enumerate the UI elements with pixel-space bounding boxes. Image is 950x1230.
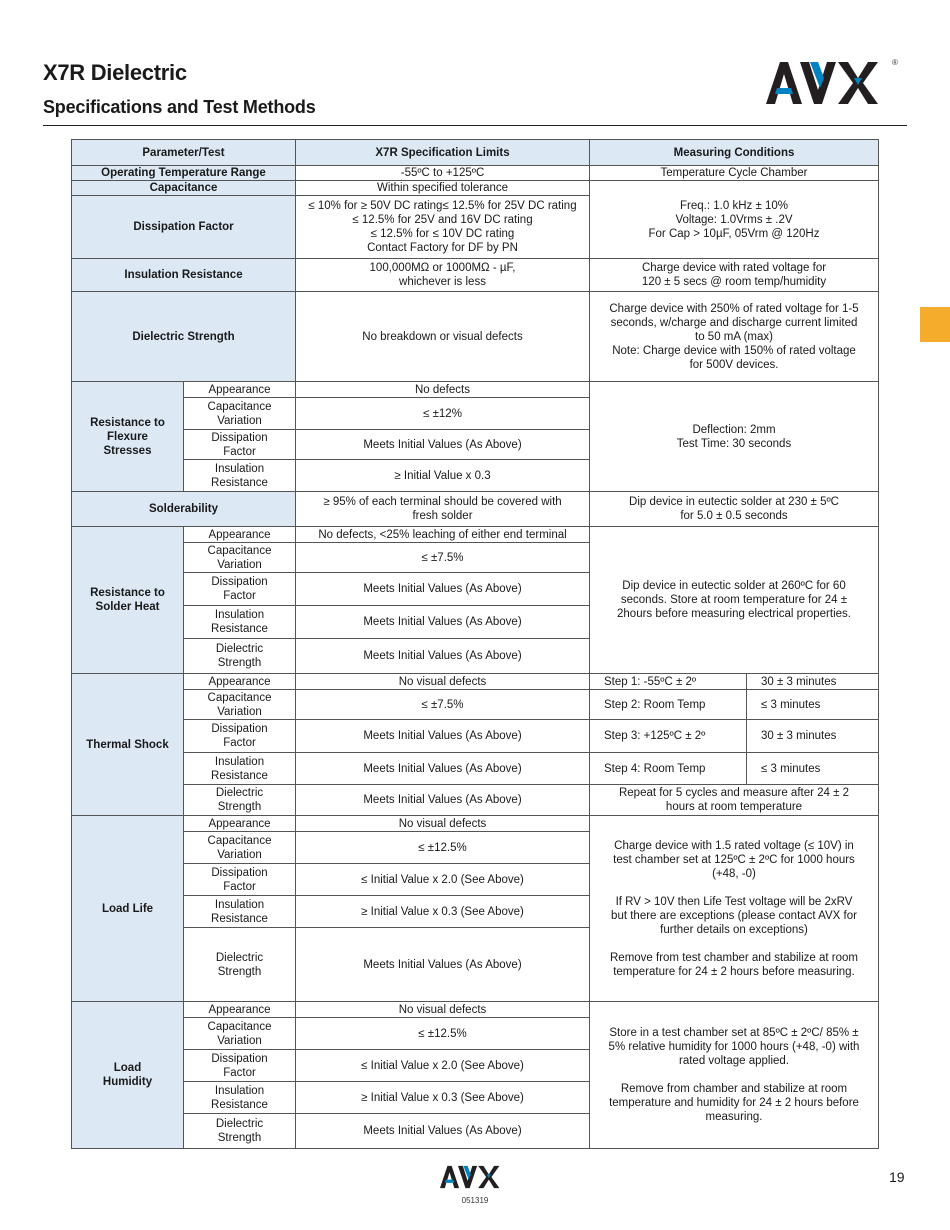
- header-spec-limits: X7R Specification Limits: [296, 140, 590, 166]
- thermal-step-cell: Step 1: -55ºC ± 2º: [590, 674, 747, 690]
- table-row: [72, 720, 879, 753]
- subparam-cell: Dielectric Strength: [184, 785, 296, 816]
- spec-cell: Meets Initial Values (As Above): [296, 1114, 590, 1149]
- condition-cell: Charge device with rated voltage for 120 ± 5 secs @ room temp/humidity: [590, 259, 879, 292]
- spec-cell: Within specified tolerance: [296, 181, 590, 196]
- spec-cell: Meets Initial Values (As Above): [296, 573, 590, 606]
- param-group-cell: Thermal Shock: [72, 674, 184, 816]
- param-group-cell: Load Humidity: [72, 1002, 184, 1149]
- spec-cell: ≤ ±12.5%: [296, 832, 590, 864]
- condition-cell: Repeat for 5 cycles and measure after 24 ± 2 hours at room temperature: [590, 785, 879, 816]
- table-row: [72, 181, 879, 196]
- spec-cell: No visual defects: [296, 674, 590, 690]
- subparam-cell: Insulation Resistance: [184, 1082, 296, 1114]
- param-cell: Operating Temperature Range: [72, 166, 296, 181]
- table-row: [72, 816, 879, 832]
- subparam-cell: Dielectric Strength: [184, 639, 296, 674]
- header-rule: [43, 125, 907, 126]
- document-code: 051319: [461, 1196, 489, 1205]
- subparam-cell: Appearance: [184, 382, 296, 398]
- param-cell: Capacitance: [72, 181, 296, 196]
- condition-cell: Store in a test chamber set at 85ºC ± 2ºC/ 85% ± 5% relative humidity for 1000 hours (+48, -0) with rated voltage applied. Remove from chamber and stabilize at room temperature and humidity for 24 ± 2 hours before measuring.: [590, 1002, 879, 1149]
- spec-cell: -55ºC to +125ºC: [296, 166, 590, 181]
- subparam-cell: Appearance: [184, 674, 296, 690]
- spec-cell: ≥ 95% of each terminal should be covered with fresh solder: [296, 492, 590, 527]
- condition-cell: Temperature Cycle Chamber: [590, 166, 879, 181]
- spec-cell: Meets Initial Values (As Above): [296, 928, 590, 1002]
- param-cell: Solderability: [72, 492, 296, 527]
- thermal-time-cell: 30 ± 3 minutes: [747, 674, 879, 690]
- footer-avx-logo: [440, 1163, 510, 1191]
- subparam-cell: Insulation Resistance: [184, 460, 296, 492]
- table-row: [72, 140, 879, 166]
- table-row: [72, 1002, 879, 1018]
- subparam-cell: Insulation Resistance: [184, 606, 296, 639]
- param-group-cell: Load Life: [72, 816, 184, 1002]
- subparam-cell: Dissipation Factor: [184, 720, 296, 753]
- spec-cell: ≤ ±7.5%: [296, 690, 590, 720]
- subparam-cell: Insulation Resistance: [184, 753, 296, 785]
- registered-mark: ®: [892, 58, 898, 67]
- avx-logo: [766, 58, 898, 108]
- spec-cell: ≥ Initial Value x 0.3 (See Above): [296, 896, 590, 928]
- spec-cell: No visual defects: [296, 1002, 590, 1018]
- table-row: [72, 382, 879, 398]
- spec-cell: Meets Initial Values (As Above): [296, 785, 590, 816]
- spec-cell: ≥ Initial Value x 0.3: [296, 460, 590, 492]
- subparam-cell: Dissipation Factor: [184, 1050, 296, 1082]
- spec-cell: Meets Initial Values (As Above): [296, 720, 590, 753]
- param-cell: Dissipation Factor: [72, 196, 296, 259]
- spec-cell: Meets Initial Values (As Above): [296, 430, 590, 460]
- subparam-cell: Dissipation Factor: [184, 864, 296, 896]
- table-row: [72, 785, 879, 816]
- spec-cell: ≤ ±12.5%: [296, 1018, 590, 1050]
- param-group-cell: Resistance to Solder Heat: [72, 527, 184, 674]
- table-row: [72, 527, 879, 543]
- thermal-step-cell: Step 3: +125ºC ± 2º: [590, 720, 747, 753]
- spec-cell: ≤ Initial Value x 2.0 (See Above): [296, 864, 590, 896]
- condition-cell: Dip device in eutectic solder at 260ºC for 60 seconds. Store at room temperature for 24 ± 2hours before measuring electrical properties.: [590, 527, 879, 674]
- param-group-cell: Resistance to Flexure Stresses: [72, 382, 184, 492]
- condition-cell: Charge device with 250% of rated voltage for 1-5 seconds, w/charge and discharge current limited to 50 mA (max) Note: Charge device with 150% of rated voltage for 500V devices.: [590, 292, 879, 382]
- condition-cell: Freq.: 1.0 kHz ± 10% Voltage: 1.0Vrms ± .2V For Cap > 10µF, 05Vrm @ 120Hz: [590, 181, 879, 259]
- subparam-cell: Dielectric Strength: [184, 1114, 296, 1149]
- subparam-cell: Capacitance Variation: [184, 832, 296, 864]
- condition-cell: Charge device with 1.5 rated voltage (≤ 10V) in test chamber set at 125ºC ± 2ºC for 1000 hours (+48, -0) If RV > 10V then Life Test voltage will be 2xRV but there are exceptions (please contact AVX for further details on exceptions) Remove from test chamber and stabilize at room temperature for 24 ± 2 hours before measuring.: [590, 816, 879, 1002]
- subparam-cell: Appearance: [184, 816, 296, 832]
- table-row: [72, 674, 879, 690]
- subparam-cell: Capacitance Variation: [184, 1018, 296, 1050]
- subparam-cell: Capacitance Variation: [184, 690, 296, 720]
- thermal-step-cell: Step 2: Room Temp: [590, 690, 747, 720]
- spec-cell: ≤ ±12%: [296, 398, 590, 430]
- table-row: [72, 690, 879, 720]
- subparam-cell: Capacitance Variation: [184, 543, 296, 573]
- spec-cell: No visual defects: [296, 816, 590, 832]
- thermal-time-cell: ≤ 3 minutes: [747, 690, 879, 720]
- condition-cell: Deflection: 2mm Test Time: 30 seconds: [590, 382, 879, 492]
- page-subtitle: Specifications and Test Methods: [43, 97, 316, 117]
- thermal-time-cell: 30 ± 3 minutes: [747, 720, 879, 753]
- param-cell: Insulation Resistance: [72, 259, 296, 292]
- table-row: [72, 166, 879, 181]
- condition-cell: Dip device in eutectic solder at 230 ± 5ºC for 5.0 ± 0.5 seconds: [590, 492, 879, 527]
- table-row: [72, 492, 879, 527]
- spec-cell: ≤ ±7.5%: [296, 543, 590, 573]
- subparam-cell: Dielectric Strength: [184, 928, 296, 1002]
- subparam-cell: Dissipation Factor: [184, 573, 296, 606]
- spec-cell: No breakdown or visual defects: [296, 292, 590, 382]
- thermal-step-cell: Step 4: Room Temp: [590, 753, 747, 785]
- subparam-cell: Insulation Resistance: [184, 896, 296, 928]
- spec-cell: Meets Initial Values (As Above): [296, 606, 590, 639]
- table-row: [72, 259, 879, 292]
- thermal-time-cell: ≤ 3 minutes: [747, 753, 879, 785]
- section-tab: [920, 307, 950, 342]
- spec-table: [71, 139, 879, 1149]
- table-row: [72, 292, 879, 382]
- spec-cell: ≥ Initial Value x 0.3 (See Above): [296, 1082, 590, 1114]
- subparam-cell: Appearance: [184, 527, 296, 543]
- spec-cell: No defects: [296, 382, 590, 398]
- param-cell: Dielectric Strength: [72, 292, 296, 382]
- header-parameter: Parameter/Test: [72, 140, 296, 166]
- subparam-cell: Dissipation Factor: [184, 430, 296, 460]
- spec-cell: ≤ Initial Value x 2.0 (See Above): [296, 1050, 590, 1082]
- header-measuring-conditions: Measuring Conditions: [590, 140, 879, 166]
- spec-cell: 100,000MΩ or 1000MΩ - µF, whichever is less: [296, 259, 590, 292]
- page-number: 19: [889, 1169, 905, 1185]
- page-title: X7R Dielectric: [43, 60, 187, 85]
- spec-cell: Meets Initial Values (As Above): [296, 639, 590, 674]
- table-row: [72, 753, 879, 785]
- spec-cell: Meets Initial Values (As Above): [296, 753, 590, 785]
- spec-cell: No defects, <25% leaching of either end terminal: [296, 527, 590, 543]
- subparam-cell: Capacitance Variation: [184, 398, 296, 430]
- spec-cell: ≤ 10% for ≥ 50V DC rating≤ 12.5% for 25V DC rating ≤ 12.5% for 25V and 16V DC rating ≤ 12.5% for ≤ 10V DC rating Contact Factory for DF by PN: [296, 196, 590, 259]
- subparam-cell: Appearance: [184, 1002, 296, 1018]
